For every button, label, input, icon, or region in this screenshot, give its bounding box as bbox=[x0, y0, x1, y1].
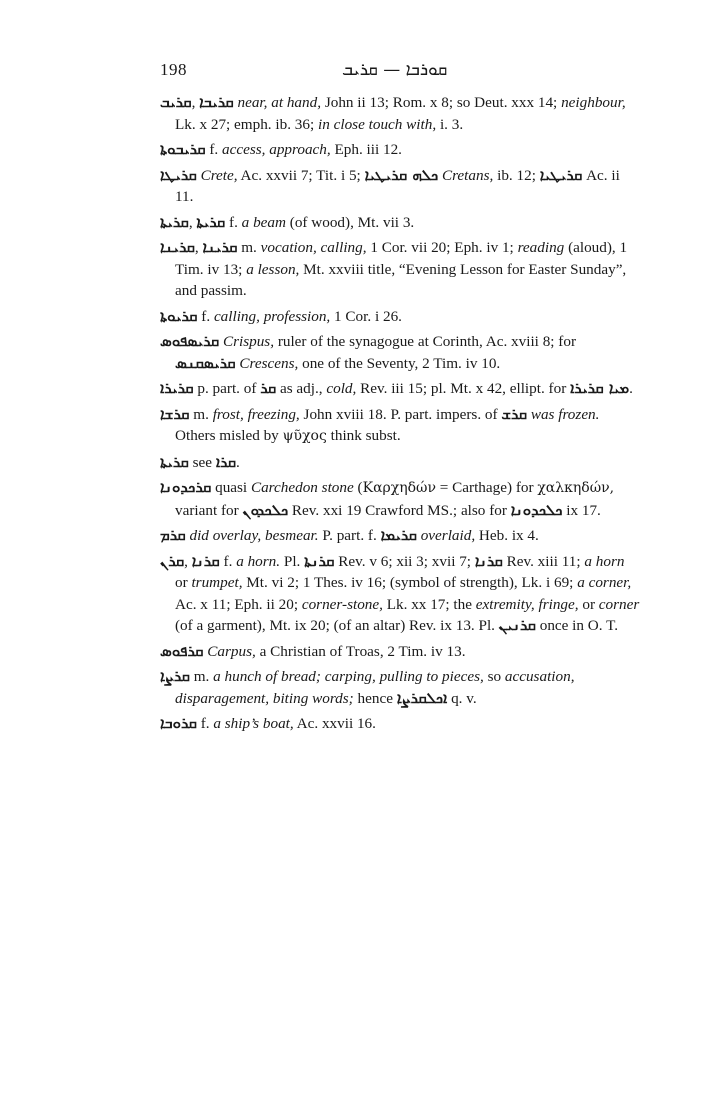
italic-gloss: corner-stone, bbox=[301, 595, 383, 613]
dictionary-entry-qram bbox=[160, 525, 640, 547]
italic-gloss: cold, bbox=[326, 380, 357, 397]
dictionary-entry-qaryuta bbox=[160, 306, 640, 328]
entry-text: , bbox=[188, 213, 197, 231]
italic-gloss: trumpet, bbox=[191, 574, 243, 591]
syriac-headword: ܩܪܝܢܐ bbox=[160, 238, 195, 256]
entry-text: q. v. bbox=[447, 689, 477, 707]
entry-text: (of wood), Mt. vii 3. bbox=[285, 213, 415, 231]
entry-text: 1 Cor. i 26. bbox=[330, 307, 402, 325]
greek-word: χαλκηδών, bbox=[537, 480, 615, 496]
entry-text: once in O. T. bbox=[535, 617, 619, 634]
entry-text: . bbox=[629, 380, 633, 397]
dictionary-entry-qrete bbox=[160, 165, 640, 208]
syriac-headword: ܩܪܢܐ bbox=[191, 551, 220, 570]
italic-gloss: a lesson, bbox=[246, 260, 300, 278]
dictionary-entry-qaruba bbox=[160, 713, 640, 735]
syriac-headword: ܩܪܟܕܘܢܐ bbox=[160, 478, 212, 496]
syriac-headword: ܟܠܟܕܘܢܐ bbox=[510, 500, 563, 519]
entry-text: m. bbox=[237, 239, 261, 256]
entry-text: Others misled by bbox=[175, 427, 283, 444]
dictionary-entry-qeryana bbox=[160, 237, 640, 302]
entry-text: f. bbox=[205, 141, 222, 158]
entry-text: f. bbox=[197, 307, 214, 325]
syriac-headword: ܩܪܫܐ bbox=[160, 404, 190, 423]
syriac-headword: ܩܪܡ bbox=[160, 526, 186, 544]
entry-text: Ac. x 11; Eph. ii 20; bbox=[175, 595, 302, 613]
entry-text: John xviii 18. P. part. impers. of bbox=[299, 405, 502, 423]
italic-gloss: Carpus, bbox=[207, 642, 256, 660]
entry-text: Ac. xxvii 7; Tit. i 5; bbox=[237, 166, 365, 184]
syriac-headword: ܩܪܝܪܐ bbox=[160, 379, 194, 397]
syriac-headword: ܟܠܗ ܩܪܝܛܝܐ bbox=[364, 165, 439, 184]
italic-gloss: extremity, bbox=[475, 595, 535, 613]
italic-gloss: accusation, disparagement, biting words; bbox=[175, 668, 575, 707]
italic-gloss: a beam bbox=[241, 213, 286, 231]
syriac-headword: ܩܪܝܛܝܐ bbox=[539, 165, 583, 184]
entry-text: Lk. x 27; emph. ib. 36; bbox=[175, 115, 319, 133]
syriac-headword: ܐܟܠܩܪܨܐ bbox=[396, 688, 448, 707]
entry-text: Rev. xiii 11; bbox=[502, 552, 585, 570]
italic-gloss: Carchedon stone bbox=[250, 479, 354, 496]
entry-text: see bbox=[188, 453, 216, 471]
syriac-headword: ܩܪ bbox=[260, 379, 277, 397]
syriac-headword: ܩܪܢܝܢ bbox=[498, 616, 536, 634]
syriac-headword: ܩܪܢ bbox=[160, 551, 185, 570]
syriac-headword: ܩܪܦܘܣ bbox=[160, 641, 204, 660]
syriac-headword: ܡܝܐ ܩܪܝܪܐ bbox=[570, 379, 630, 397]
dictionary-entry-qarsa bbox=[160, 404, 640, 448]
entry-text: Mt. xxviii title, “Evening Lesson for Easter Sunday”, and passim. bbox=[175, 260, 627, 299]
dictionary-entry-qarita2 bbox=[160, 452, 640, 474]
entry-text: , bbox=[184, 552, 192, 570]
entry-text: 1 Cor. vii 20; Eph. iv 1; bbox=[366, 239, 518, 256]
entry-text: f. bbox=[219, 552, 237, 570]
entry-text: think subst. bbox=[326, 427, 401, 444]
syriac-headword: ܩܪܐ bbox=[215, 452, 236, 471]
entry-text: f. bbox=[196, 715, 214, 732]
dictionary-entry-qarsa2 bbox=[160, 666, 640, 709]
dictionary-entry-qaributa bbox=[160, 139, 640, 161]
entry-text: one of the Seventy, 2 Tim. iv 10. bbox=[298, 354, 501, 372]
entry-text: , bbox=[191, 94, 200, 111]
italic-gloss: a horn. bbox=[236, 552, 281, 570]
italic-gloss: access, approach, bbox=[222, 141, 331, 158]
dictionary-entry-qarib bbox=[160, 92, 640, 135]
entry-text: ( bbox=[353, 479, 363, 496]
italic-gloss: vocation, calling, bbox=[260, 239, 367, 256]
entry-text: ruler of the synagogue at Corinth, Ac. xviii 8; for bbox=[274, 333, 577, 350]
entry-text: . bbox=[236, 453, 240, 471]
syriac-headword: ܩܪܝܬܐ bbox=[160, 212, 189, 231]
italic-gloss: a ship’s boat, bbox=[213, 715, 294, 732]
entry-text: P. part. f. bbox=[318, 527, 381, 544]
italic-gloss: did overlay, besmear. bbox=[189, 527, 319, 544]
dictionary-entry-qrispos bbox=[160, 331, 640, 374]
entry-text: so bbox=[483, 668, 505, 685]
page-header bbox=[160, 60, 635, 84]
dictionary-entry-qarita bbox=[160, 212, 640, 234]
italic-gloss: a corner, bbox=[577, 574, 632, 591]
syriac-headword: ܩܪܝܡܐ bbox=[380, 526, 417, 544]
syriac-headword: ܩܪܝܬܐ bbox=[160, 452, 189, 471]
syriac-headword: ܩܪܝܣܦܘܣ bbox=[160, 332, 220, 350]
greek-word: ψῦχος bbox=[282, 428, 327, 444]
dictionary-entry-qarkedona bbox=[160, 477, 640, 521]
italic-gloss: a horn bbox=[584, 552, 625, 570]
entry-text: (of a garment), Mt. ix 20; (of an altar) Rev. ix 13. Pl. bbox=[175, 617, 499, 634]
entry-text: Eph. iii 12. bbox=[330, 141, 402, 158]
entry-text: p. part. of bbox=[193, 380, 261, 397]
entry-text: Rev. xxi 19 Crawford MS.; also for bbox=[288, 501, 511, 519]
entry-text: Rev. iii 15; pl. Mt. x 42, ellipt. for bbox=[356, 380, 571, 397]
entry-text: f. bbox=[225, 213, 242, 231]
syriac-headword: ܩܪܨܐ bbox=[160, 667, 190, 685]
entry-text: ib. 12; bbox=[493, 166, 540, 184]
syriac-headword: ܩܪܝܒܘܬܐ bbox=[160, 140, 206, 158]
syriac-headword: ܩܪܝܒ bbox=[160, 93, 192, 111]
syriac-headword: ܩܪܝܬܐ bbox=[196, 212, 226, 231]
entry-text: , bbox=[194, 239, 203, 256]
entry-text: variant for bbox=[175, 501, 243, 519]
italic-gloss: Crescens, bbox=[239, 354, 299, 372]
entry-text: i. 3. bbox=[436, 115, 464, 133]
page-number: 198 bbox=[160, 60, 187, 79]
italic-gloss: calling, profession, bbox=[213, 307, 331, 325]
dictionary-entry-qarpos bbox=[160, 641, 640, 663]
syriac-headword: ܩܪܝܢܐ bbox=[202, 238, 238, 256]
entry-text: or bbox=[578, 595, 599, 613]
entry-text: Ac. xxvii 16. bbox=[293, 715, 376, 732]
entry-text: Lk. xx 17; the bbox=[382, 595, 476, 613]
entry-text: quasi bbox=[211, 479, 251, 496]
italic-gloss: corner bbox=[598, 595, 640, 613]
greek-word: Καρχηδών bbox=[362, 480, 436, 496]
italic-gloss: was frozen. bbox=[530, 405, 600, 423]
italic-gloss: overlaid, bbox=[420, 527, 476, 544]
entry-text: ix 17. bbox=[562, 501, 601, 519]
syriac-headword: ܩܪܝܣܩܢܣ bbox=[175, 353, 236, 372]
running-title: ܩܘܪܒܐ — ܩܪܝܒ bbox=[342, 60, 448, 80]
italic-gloss: a hunch of bread; carping, pulling to pieces, bbox=[213, 668, 484, 685]
entry-text: = Carthage) for bbox=[435, 479, 538, 496]
italic-gloss: Crispus, bbox=[222, 333, 275, 350]
italic-gloss: frost, freezing, bbox=[212, 405, 300, 423]
italic-gloss: reading bbox=[517, 239, 565, 256]
entry-text: or bbox=[175, 574, 192, 591]
entry-text: Mt. vi 2; 1 Thes. iv 16; (symbol of strength), Lk. i 69; bbox=[242, 574, 578, 591]
italic-gloss: neighbour, bbox=[561, 94, 626, 111]
entry-text: Heb. ix 4. bbox=[475, 527, 539, 544]
italic-gloss: in close touch with, bbox=[318, 115, 437, 133]
entry-text: Ac. ii 11. bbox=[175, 166, 620, 205]
syriac-headword: ܩܪܢܐ bbox=[474, 551, 503, 570]
syriac-headword: ܩܪܝܛܐ bbox=[160, 165, 197, 184]
dictionary-entry-qarir bbox=[160, 378, 640, 400]
entry-text: Rev. v 6; xii 3; xvii 7; bbox=[334, 552, 475, 570]
italic-gloss: fringe, bbox=[538, 595, 579, 613]
italic-gloss: near, at hand, bbox=[237, 94, 322, 111]
syriac-headword: ܩܪܫ bbox=[501, 404, 528, 423]
syriac-headword: ܩܪܘܒܐ bbox=[160, 714, 197, 732]
entry-text: John ii 13; Rom. x 8; so Deut. xxx 14; bbox=[321, 94, 562, 111]
entry-text: m. bbox=[189, 405, 213, 423]
entry-text: Pl. bbox=[280, 552, 305, 570]
entry-text: (aloud), 1 Tim. iv 13; bbox=[175, 239, 628, 278]
entry-text: hence bbox=[353, 689, 397, 707]
entry-list bbox=[160, 92, 640, 739]
syriac-headword: ܩܪܢܬܐ bbox=[304, 551, 335, 570]
entry-text: a Christian of Troas, 2 Tim. iv 13. bbox=[255, 642, 466, 660]
syriac-headword: ܩܪܝܒܐ bbox=[199, 93, 234, 111]
entry-text: as adj., bbox=[276, 380, 327, 397]
syriac-headword: ܩܪܝܘܬܐ bbox=[160, 306, 198, 325]
italic-gloss: Crete, bbox=[200, 166, 238, 184]
entry-text: m. bbox=[189, 668, 214, 685]
syriac-headword: ܟܠܟܕܘܢ bbox=[242, 500, 289, 519]
dictionary-entry-qarna bbox=[160, 551, 640, 637]
italic-gloss: Cretans, bbox=[441, 166, 494, 184]
